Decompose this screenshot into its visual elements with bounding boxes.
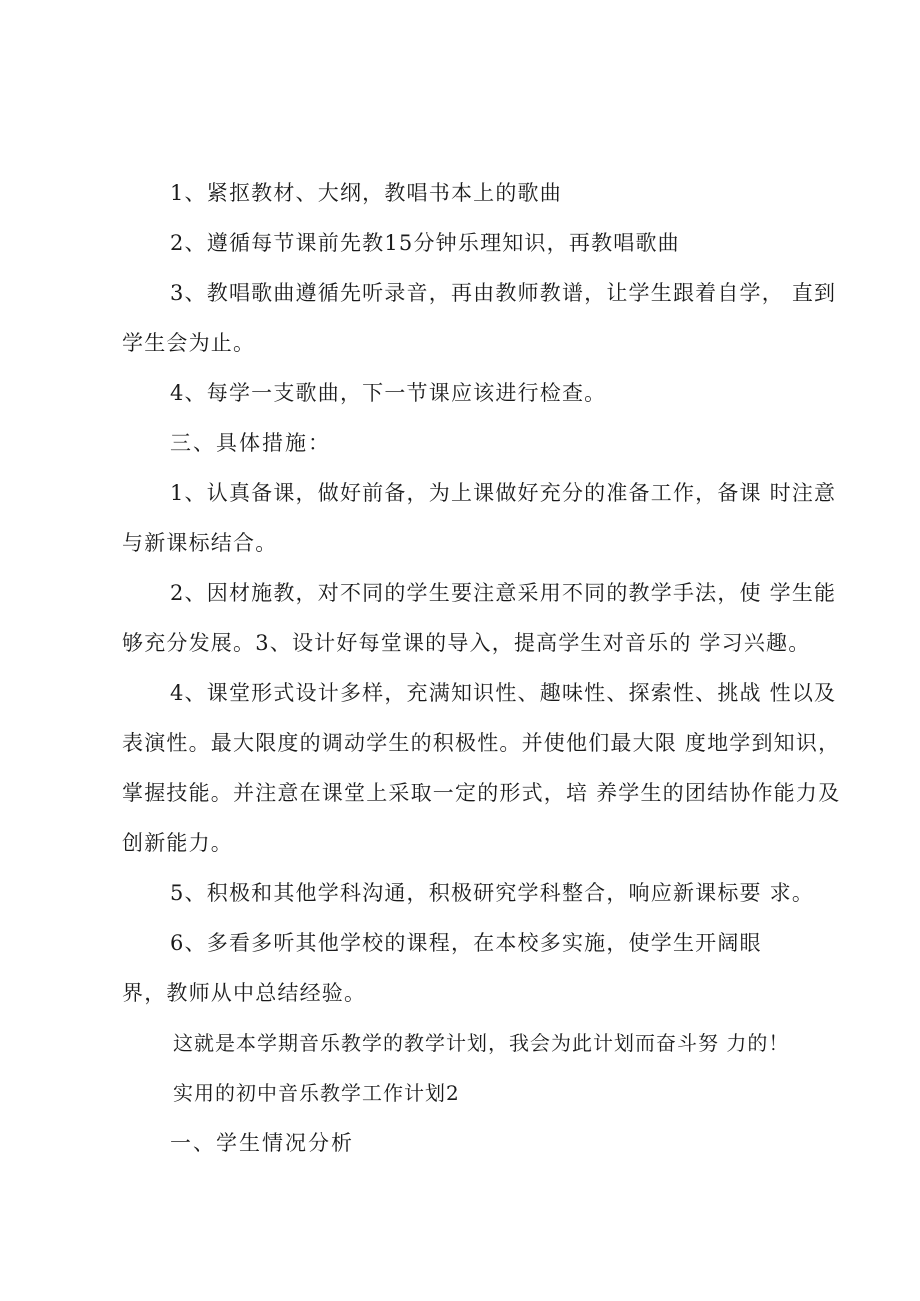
measure-item-4-line-2: 表演性。最大限度的调动学生的积极性。并使他们最大限 度地学到知识，	[122, 731, 841, 755]
measure-item-1-continued: 与新课标结合。	[122, 531, 278, 555]
document-title-2: 实用的初中音乐教学工作计划2	[173, 1081, 460, 1105]
measure-item-6: 6、多看多听其他学校的课程，在本校多实施，使学生开阔眼	[170, 931, 762, 955]
paragraph-item-2: 2、遵循每节课前先教15分钟乐理知识，再教唱歌曲	[170, 231, 680, 255]
measure-item-4: 4、课堂形式设计多样，充满知识性、趣味性、探索性、挑战 性以及	[170, 681, 837, 705]
paragraph-item-3: 3、教唱歌曲遵循先听录音，再由教师教谱，让学生跟着自学， 直到	[170, 281, 837, 305]
measure-item-2-continued: 够充分发展。3、设计好每堂课的导入，提高学生对音乐的 学习兴趣。	[122, 631, 811, 655]
section-heading-measures: 三、具体措施：	[170, 431, 331, 455]
measure-item-4-line-4: 创新能力。	[122, 831, 233, 855]
paragraph-item-3-continued: 学生会为止。	[122, 331, 256, 355]
section-heading-student-analysis: 一、学生情况分析	[170, 1131, 354, 1155]
measure-item-6-continued: 界，教师从中总结经验。	[122, 981, 367, 1005]
measure-item-1: 1、认真备课，做好前备，为上课做好充分的准备工作，备课 时注意	[170, 481, 837, 505]
paragraph-item-4: 4、每学一支歌曲，下一节课应该进行检查。	[170, 381, 607, 405]
measure-item-4-line-3: 掌握技能。并注意在课堂上采取一定的形式，培 养学生的团结协作能力及	[122, 781, 841, 805]
closing-statement: 这就是本学期音乐教学的教学计划，我会为此计划而奋斗努 力的！	[173, 1031, 790, 1055]
measure-item-2: 2、因材施教，对不同的学生要注意采用不同的教学手法，使 学生能	[170, 581, 837, 605]
measure-item-5: 5、积极和其他学科沟通，积极研究学科整合，响应新课标要 求。	[170, 881, 815, 905]
paragraph-item-1: 1、紧抠教材、大纲，教唱书本上的歌曲	[170, 181, 562, 205]
